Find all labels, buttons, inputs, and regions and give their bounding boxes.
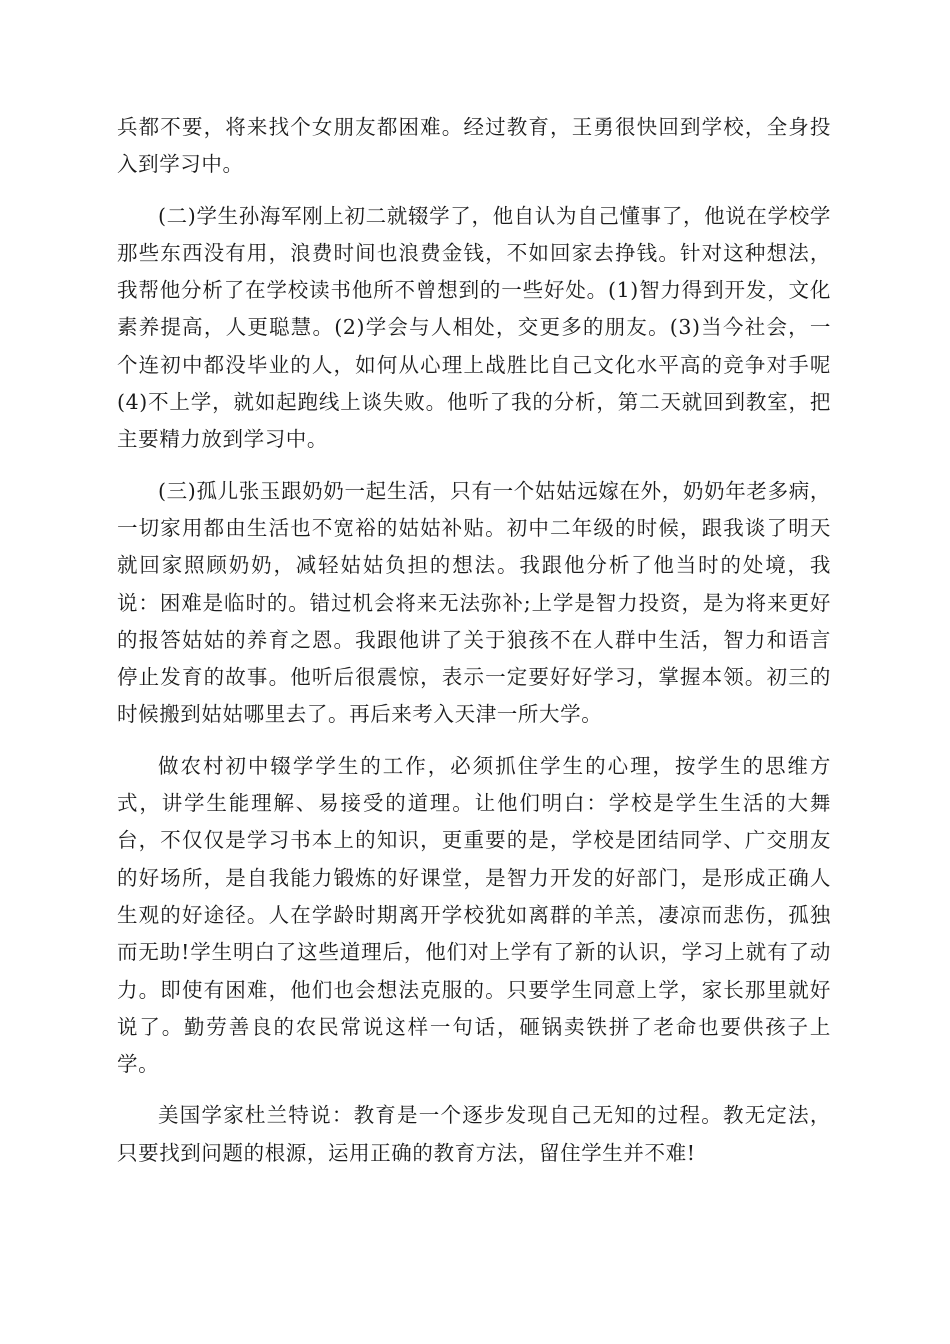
- paragraph-summary: 做农村初中辍学学生的工作，必须抓住学生的心理，按学生的思维方式，讲学生能理解、易接受的道理。让他们明白：学校是学生生活的大舞台，不仅仅是学习书本上的知识，更重要的是，学校是团结同学、广交朋友的好场所，是自我能力锻炼的好课堂，是智力开发的好部门，是形成正确人生观的好途径。人在学龄时期离开学校犹如离群的羊羔，凄凉而悲伤，孤独而无助!学生明白了这些道理后，他们对上学有了新的认识，学习上就有了动力。即使有困难，他们也会想法克服的。只要学生同意上学，家长那里就好说了。勤劳善良的农民常说这样一句话，砸锅卖铁拼了老命也要供孩子上学。: [117, 753, 831, 1077]
- paragraph-conclusion: 美国学家杜兰特说：教育是一个逐步发现自己无知的过程。教无定法，只要找到问题的根源，运用正确的教育方法，留住学生并不难!: [117, 1103, 831, 1165]
- paragraph-case-two: (二)学生孙海军刚上初二就辍学了，他自认为自己懂事了，他说在学校学那些东西没有用，浪费时间也浪费金钱，不如回家去挣钱。针对这种想法，我帮他分析了在学校读书他所不曾想到的一些好处。(1)智力得到开发，文化素养提高，人更聪慧。(2)学会与人相处，交更多的朋友。(3)当今社会，一个连初中都没毕业的人，如何从心理上战胜比自己文化水平高的竞争对手呢(4)不上学，就如起跑线上谈失败。他听了我的分析，第二天就回到教室，把主要精力放到学习中。: [117, 203, 831, 452]
- paragraph-continuation: 兵都不要，将来找个女朋友都困难。经过教育，王勇很快回到学校，全身投入到学习中。: [117, 115, 831, 177]
- document-body: [117, 109, 831, 1172]
- paragraph-case-three: (三)孤儿张玉跟奶奶一起生活，只有一个姑姑远嫁在外，奶奶年老多病，一切家用都由生活也不宽裕的姑姑补贴。初中二年级的时候，跟我谈了明天就回家照顾奶奶，减轻姑姑负担的想法。我跟他分析了他当时的处境，我说：困难是临时的。错过机会将来无法弥补;上学是智力投资，是为将来更好的报答姑姑的养育之恩。我跟他讲了关于狼孩不在人群中生活，智力和语言停止发育的故事。他听后很震惊，表示一定要好好学习，掌握本领。初三的时候搬到姑姑哪里去了。再后来考入天津一所大学。: [117, 478, 831, 727]
